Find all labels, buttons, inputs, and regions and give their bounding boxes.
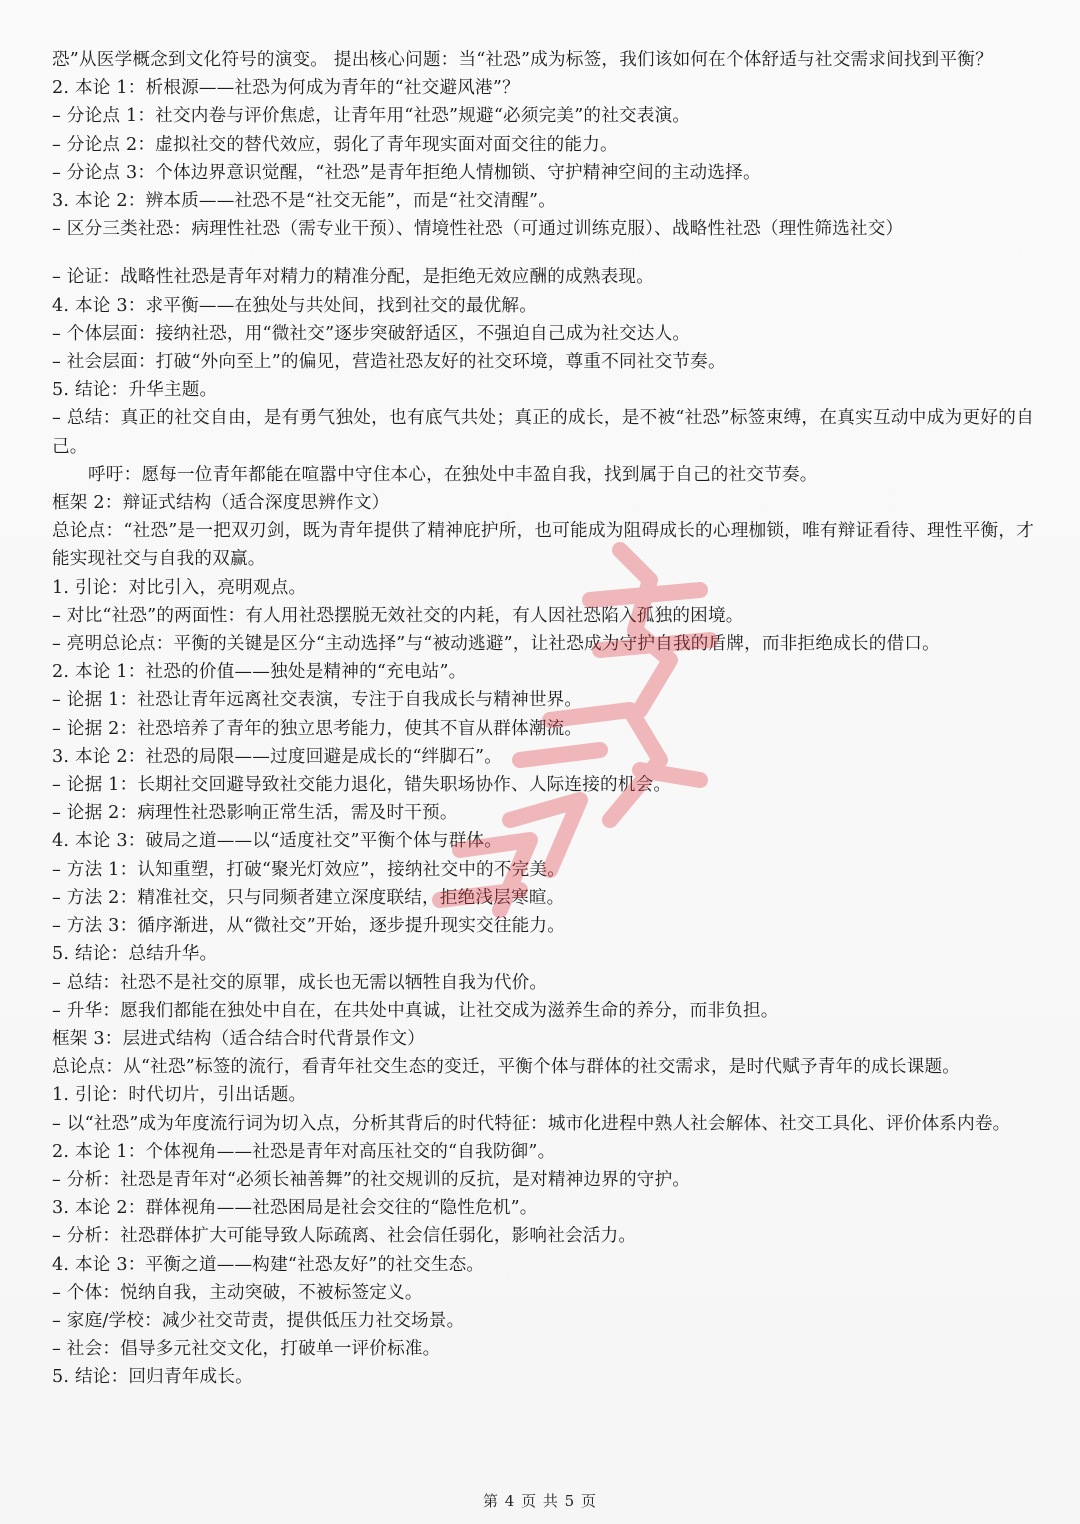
text-line: 3. 本论 2：社恐的局限——过度回避是成长的“绊脚石”。 bbox=[52, 746, 503, 767]
page-number: 第 4 页 共 5 页 bbox=[483, 1492, 597, 1510]
text-line: – 个体：悦纳自我，主动突破，不被标签定义。 bbox=[52, 1282, 423, 1303]
text-line: 5. 结论：总结升华。 bbox=[52, 944, 218, 965]
section-heading: 框架 3：层进式结构（适合结合时代背景作文） bbox=[52, 1028, 426, 1049]
text-line: 2. 本论 1：个体视角——社恐是青年对高压社交的“自我防御”。 bbox=[52, 1141, 556, 1162]
text-line: – 区分三类社恐：病理性社恐（需专业干预）、情境性社恐（可通过训练克服）、战略性社恐（理性筛选社交） bbox=[52, 219, 904, 240]
text-line: 4. 本论 3：平衡之道——构建“社恐友好”的社交生态。 bbox=[52, 1254, 485, 1275]
text-line: 1. 引论：对比引入，亮明观点。 bbox=[52, 577, 307, 598]
text-line: – 分析：社恐是青年对“必须长袖善舞”的社交规训的反抗，是对精神边界的守护。 bbox=[52, 1169, 691, 1190]
text-line: 3. 本论 2：辨本质——社恐不是“社交无能”，而是“社交清醒”。 bbox=[52, 191, 556, 212]
text-line: – 总结：真正的社交自由，是有勇气独处，也有底气共处；真正的成长，是不被“社恐”标签束缚，在真实互动中成为更好的自己。 bbox=[52, 408, 1034, 457]
text-line: 1. 引论：时代切片，引出话题。 bbox=[52, 1085, 307, 1106]
text-line: – 对比“社恐”的两面性：有人用社恐摆脱无效社交的内耗，有人因社恐陷入孤独的困境。 bbox=[52, 605, 744, 626]
text-line: – 论证：战略性社恐是青年对精力的精准分配，是拒绝无效应酬的成熟表现。 bbox=[52, 267, 654, 288]
text-line: – 总结：社恐不是社交的原罪，成长也无需以牺牲自我为代价。 bbox=[52, 972, 548, 993]
text-line: 总论点：从“社恐”标签的流行，看青年社交生态的变迁，平衡个体与群体的社交需求，是时代赋予青年的成长课题。 bbox=[52, 1057, 961, 1078]
text-line: – 分论点 2：虚拟社交的替代效应，弱化了青年现实面对面交往的能力。 bbox=[52, 134, 618, 155]
text-line: – 家庭/学校：减少社交苛责，提供低压力社交场景。 bbox=[52, 1310, 465, 1331]
text-line: – 社会层面：打破“外向至上”的偏见，营造社恐友好的社交环境，尊重不同社交节奏。 bbox=[52, 352, 726, 373]
text-line: – 方法 3：循序渐进，从“微社交”开始，逐步提升现实交往能力。 bbox=[52, 916, 566, 937]
text-line: – 方法 1：认知重塑，打破“聚光灯效应”，接纳社交中的不完美。 bbox=[52, 859, 566, 880]
text-line: 2. 本论 1：析根源——社恐为何成为青年的“社交避风港”？ bbox=[52, 78, 520, 99]
document-body bbox=[52, 46, 1034, 1392]
text-line: – 分论点 3：个体边界意识觉醒，“社恐”是青年拒绝人情枷锁、守护精神空间的主动选择。 bbox=[52, 162, 761, 183]
text-line: 5. 结论：回归青年成长。 bbox=[52, 1367, 253, 1388]
text-line: – 个体层面：接纳社恐，用“微社交”逐步突破舒适区，不强迫自己成为社交达人。 bbox=[52, 323, 691, 344]
text-line: – 升华：愿我们都能在独处中自在，在共处中真诚，让社交成为滋养生命的养分，而非负担。 bbox=[52, 1000, 779, 1021]
text-line: 3. 本论 2：群体视角——社恐困局是社会交往的“隐性危机”。 bbox=[52, 1198, 538, 1219]
section-heading: 框架 2：辩证式结构（适合深度思辨作文） bbox=[52, 493, 390, 514]
text-line: 恐”从医学概念到文化符号的演变。 提出核心问题：当“社恐”成为标签，我们该如何在个体舒适与社交需求间找到平衡？ bbox=[52, 50, 993, 70]
text-line: – 论据 1：长期社交回避导致社交能力退化，错失职场协作、人际连接的机会。 bbox=[52, 775, 672, 796]
text-line: – 亮明总论点：平衡的关键是区分“主动选择”与“被动逃避”，让社恐成为守护自我的盾牌，而非拒绝成长的借口。 bbox=[52, 634, 940, 655]
text-line: – 论据 2：病理性社恐影响正常生活，需及时干预。 bbox=[52, 803, 458, 824]
text-line: 4. 本论 3：破局之道——以“适度社交”平衡个体与群体。 bbox=[52, 831, 503, 852]
text-line: – 以“社恐”成为年度流行词为切入点，分析其背后的时代特征：城市化进程中熟人社会解体、社交工具化、评价体系内卷。 bbox=[52, 1113, 1011, 1134]
text-line: 4. 本论 3：求平衡——在独处与共处间，找到社交的最优解。 bbox=[52, 295, 538, 316]
text-line: – 分析：社恐群体扩大可能导致人际疏离、社会信任弱化，影响社会活力。 bbox=[52, 1226, 637, 1247]
text-line: 2. 本论 1：社恐的价值——独处是精神的“充电站”。 bbox=[52, 662, 467, 683]
text-line: – 论据 1：社恐让青年远离社交表演，专注于自我成长与精神世界。 bbox=[52, 690, 583, 711]
text-line: 呼吁：愿每一位青年都能在喧嚣中守住本心，在独处中丰盈自我，找到属于自己的社交节奏。 bbox=[88, 464, 818, 485]
text-line: – 社会：倡导多元社交文化，打破单一评价标准。 bbox=[52, 1339, 441, 1360]
text-line: 总论点：“社恐”是一把双刃剑，既为青年提供了精神庇护所，也可能成为阻碍成长的心理枷锁，唯有辩证看待、理性平衡，才能实现社交与自我的双赢。 bbox=[52, 521, 1034, 570]
text-line: – 分论点 1：社交内卷与评价焦虑，让青年用“社恐”规避“必须完美”的社交表演。 bbox=[52, 106, 691, 127]
text-line: – 论据 2：社恐培养了青年的独立思考能力，使其不盲从群体潮流。 bbox=[52, 718, 583, 739]
text-line: – 方法 2：精准社交，只与同频者建立深度联结，拒绝浅层寒暄。 bbox=[52, 887, 565, 908]
text-line: 5. 结论：升华主题。 bbox=[52, 380, 218, 401]
